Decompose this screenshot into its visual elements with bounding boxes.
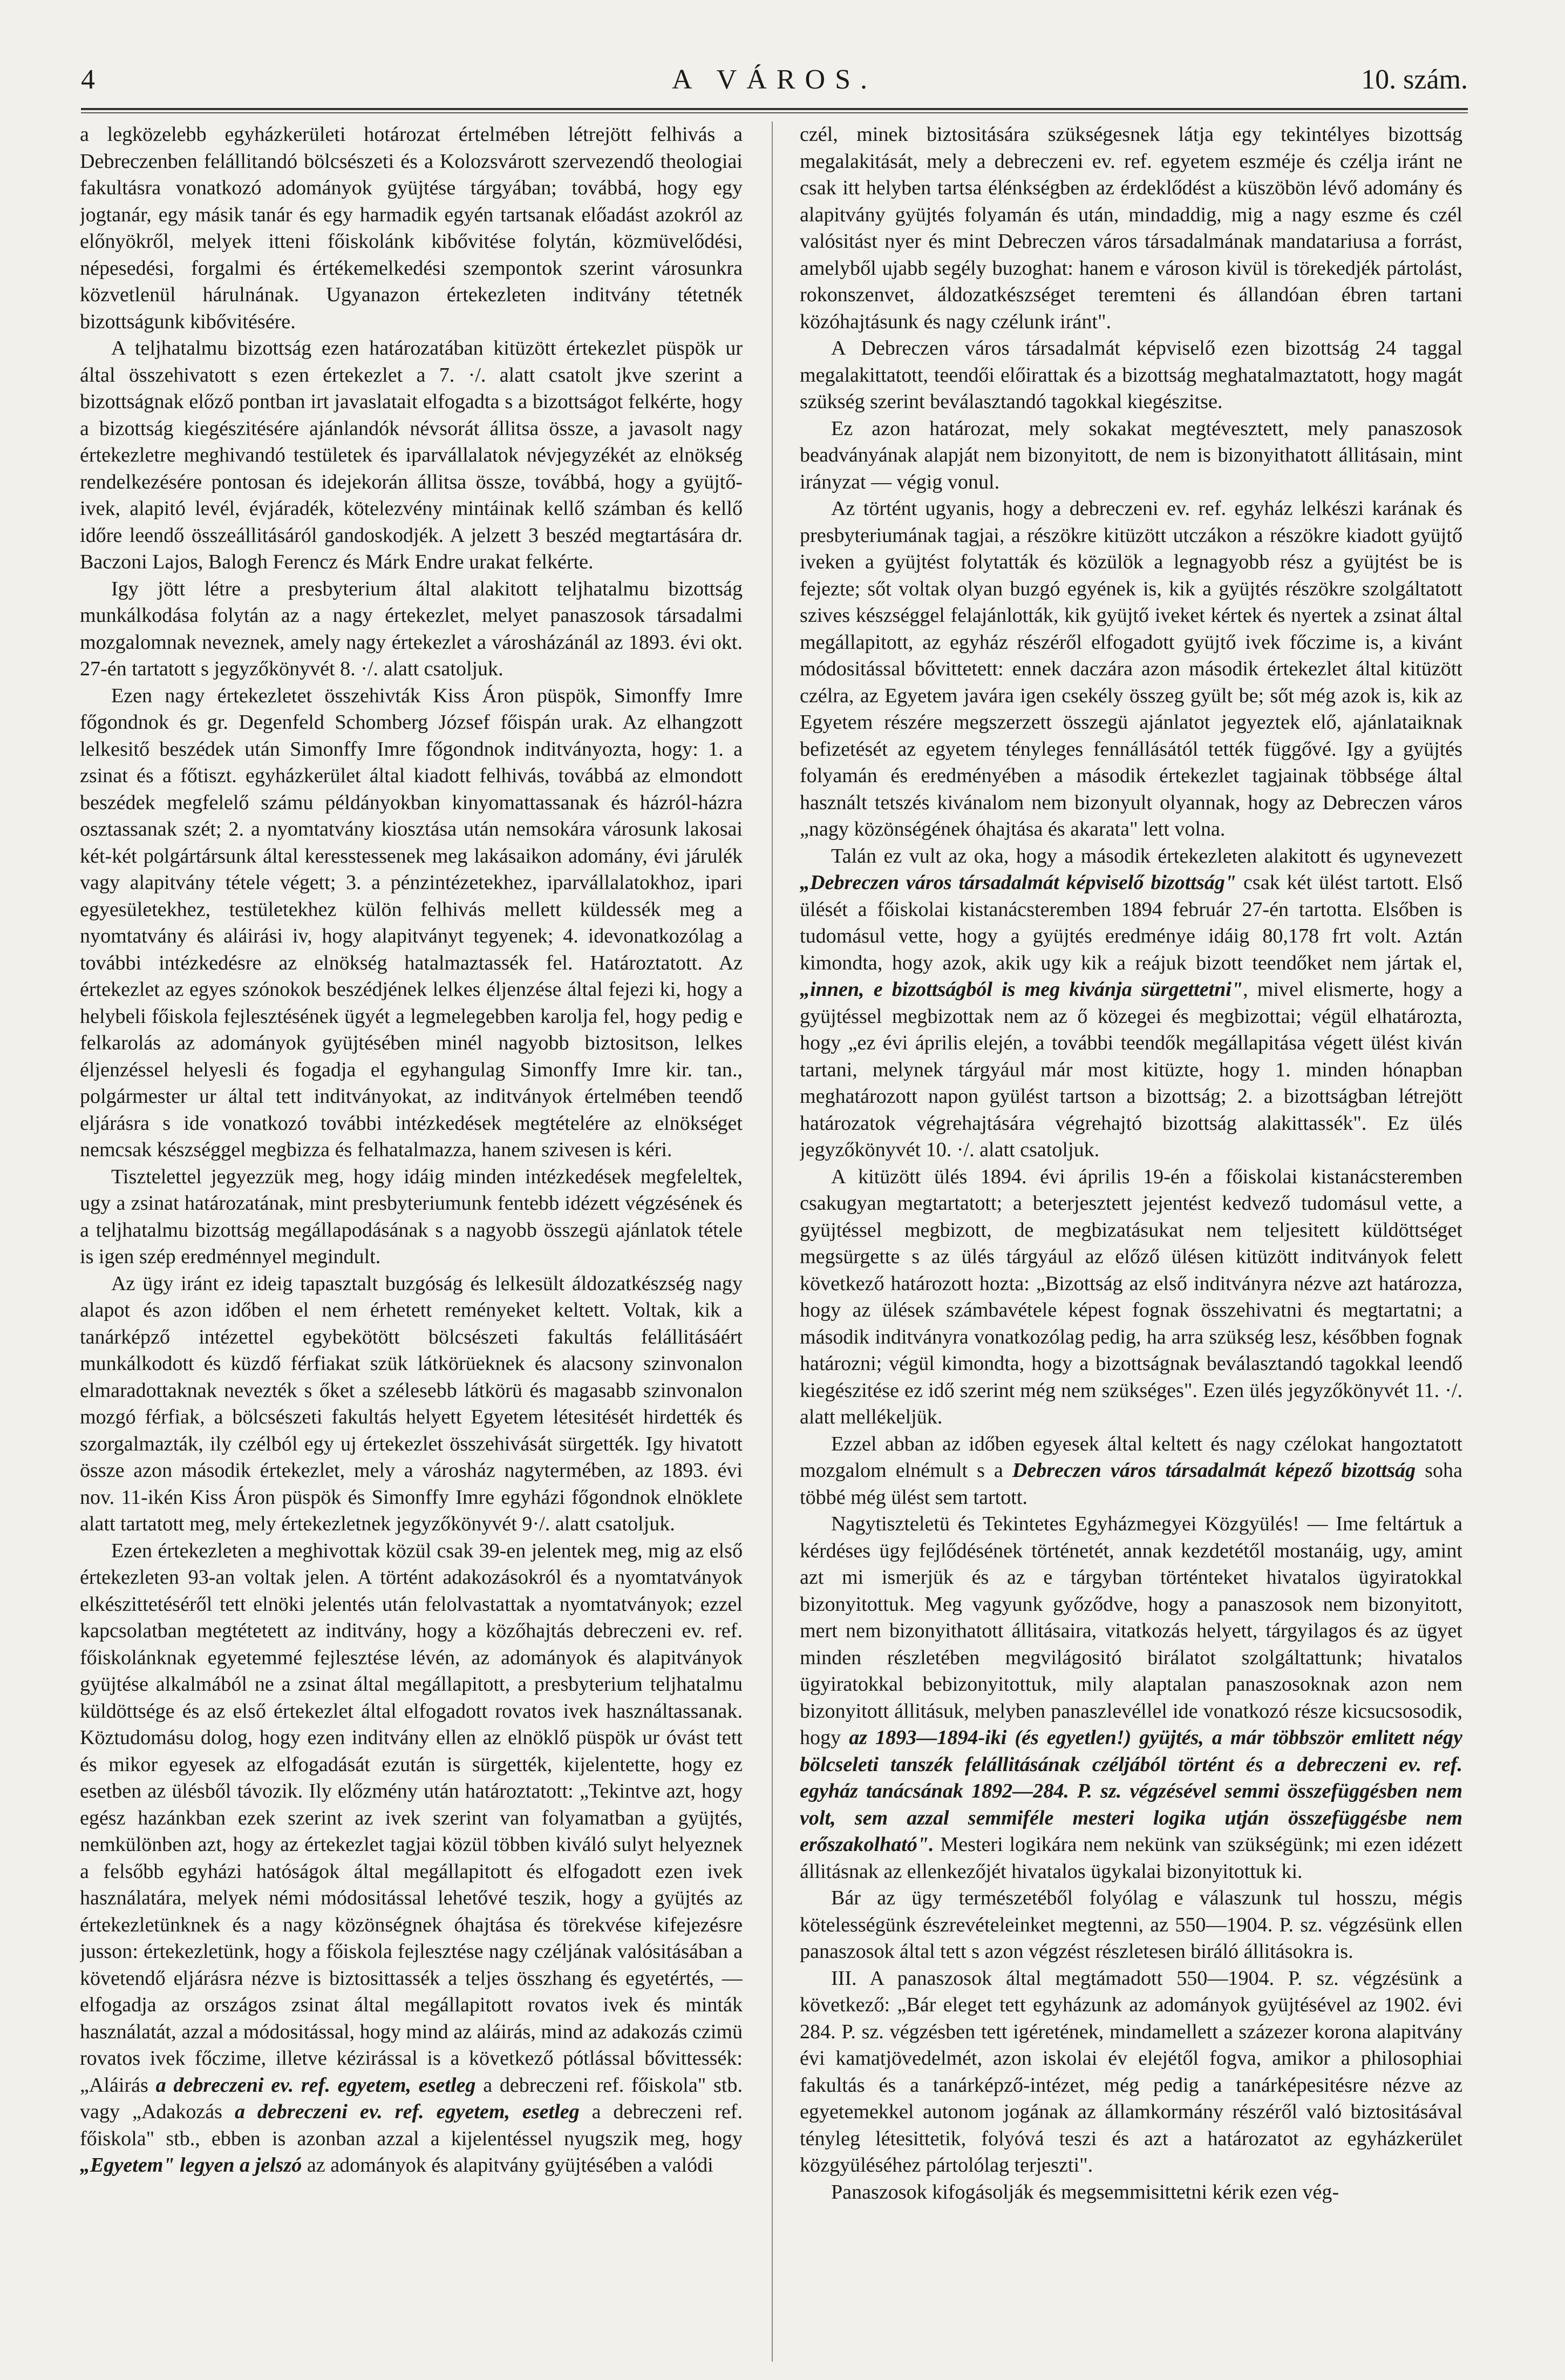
- paragraph: Bár az ügy természetéből folyólag e válaszunk tul hosszu, mégis kötelességünk észrevételeinket megtenni, az 550—1904. P. sz. végzésünk ellen panaszosok által tett s azon végzést részletesen biráló állitásokra is.: [800, 1887, 1462, 1963]
- paragraph: [800, 1431, 1462, 1511]
- text-run: a debreczeni ref. főiskola" stb. vagy „Adakozás: [80, 2073, 743, 2123]
- emphasis-run: a debreczeni ev. ref. egyetem, esetleg: [234, 2100, 580, 2123]
- text-run: , mivel elismerte, hogy a gyüjtéssel megbizottak nem az ő közegei és megbizottai; végül elhatározta, hogy „ez évi április elején, a további teendők megállapitása végett ülést kiván tartani, melynek tárgyául már most kitüzte, hogy 1. minden hónapban meghatározott napon gyülést tartson a bizottság; 2. a bizottságban létrejött határozatok végrehajtására végrehajtó bizottság alakittassék". Ez ülés jegyzőkönyvét 10. ·/. alatt csatoljuk.: [800, 978, 1462, 1161]
- paragraph: Panaszosok kifogásolják és megsemmisittetni kérik ezen vég-: [831, 2180, 1339, 2203]
- emphasis-run: „Egyetem" legyen a jelszó: [80, 2154, 302, 2176]
- paragraph: [80, 1538, 743, 2179]
- paragraph: [800, 1511, 1462, 1885]
- emphasis-run: „Debreczen város társadalmát képviselő bizottság": [800, 871, 1237, 894]
- paragraph: Tisztelettel jegyezzük meg, hogy idáig minden intézkedések megfeleltek, ugy a zsinat határozatának, mint presbyteriumunk fentebb idézett végzésének és a teljhatalmu bizottság megállapodásának s a nagyobb összegü ajánlatok tétele is igen szép eredménnyel megindult.: [80, 1165, 743, 1268]
- paragraph: Az ügy iránt ez ideig tapasztalt buzgóság és lelkesült áldozatkészség nagy alapot és azon időben el nem érhetett reményeket keltett. Voltak, kik a tanárképző intézettel egybekötött bölcsészeti fakultás felállitásáért munkálkodott és küzdő férfiakat szük látkörüeknek és alacsony szinvonalon elmaradottaknak nevezték s őket a szélesebb látkörü és magasabb szinvonalon mozgó férfiak, a bölcsészeti fakultás helyett Egyetem létesitését hirdették és szorgalmazták, ily czélból egy uj értekezlet összehivását sürgették. Igy hivatott össze azon második értekezlet, mely a városház nagytermében, az 1893. évi nov. 11-ikén Kiss Áron püspök és Simonffy Imre egyházi főgondnok elnöklete alatt tartatott meg, mely értekezletnek jegyzőkönyvét 9·/. alatt csatoljuk.: [80, 1272, 743, 1535]
- right-column: [800, 121, 1462, 2362]
- paragraph: A teljhatalmu bizottság ezen határozatában kitüzött értekezlet püspök ur által összehivatott s ezen értekezlet a 7. ·/. alatt csatolt jkve szerint a bizottságnak előző pontban irt javaslatait elfogadta s a bizottságot felkérte, hogy a bizottság kiegészitésére ajánlandók névsorát állitsa össze, a javasolt nagy értekezletre meghivandó testületek és iparvállalatok névjegyzékét az elnökség rendelkezésére pontosan és idejekorán állitsa össze, továbbá, hogy a gyüjtő-ivek, alapitó levél, évjáradék, kötelezvény mintáinak kellő számban és kellő időre leendő összeállitásáról gandoskodjék. A jelzett 3 beszéd megtartására dr. Baczoni Lajos, Balogh Ferencz és Márk Endre urakat felkérte.: [80, 337, 743, 573]
- column-divider: [772, 121, 773, 2362]
- text-run: Ezen értekezleten a meghivottak közül csak 39-en jelentek meg, mig az első értekezleten 93-an voltak jelen. A történt adakozásokról és a nyomtatványok elkészittetéséről tett elnöki jelentés után felolvastattak a nyomtatványok; ezzel kapcsolatban megtétetett az inditvány, hogy a közőhajtás debreczeni ev. ref. főiskolánknak egyetemmé fejlesztése lévén, az adományok és alapitványok gyüjtése alkalmából ne a zsinat által megállapitott, a presbyterium teljhatalmu küldöttsége és az első értekezlet által elfogadott rovatos ivek használtassanak. Köztudomásu dolog, hogy ezen inditvány ellen az elnöklő püspök ur óvást tett és mikor egyesek az elfogadását ezután is sürgették, kijelentette, hogy ez esetben az ülésből távozik. Ily előzmény után határoztatott: „Tekintve azt, hogy egész hazánkban ezek szerint az ivek szerint van folyamatban a gyüjtés, nemkülönben azt, hogy az értekezlet tagjai közül többen kiváló sulyt helyeznek a felsőbb egyházi hatóságok által megállapitott és elfogadott ezen ivek használatára, melyek némi módositással lehetővé teszik, hogy a gyüjtés az értekezletünknek és a nagy közönségnek óhajtása és törekvése kifejezésre jusson: értekezletünk, hogy a főiskola fejlesztése nagy czéljának valósitásában a követendő eljárásra nézve is biztosittassék a teljes összhang és egyetértés, — elfogadja az országos zsinat által megállapitott rovatos ivek és minták használatát, azzal a módositással, hogy mind az aláirás, mind az adakozás czimü rovatos ivek főczime, illetve kézirással is a következő pótlással bővittessék: „Aláirás: [80, 1539, 743, 2097]
- paragraph: Ezen nagy értekezletet összehivták Kiss Áron püspök, Simonffy Imre főgondnok és gr. Degenfeld Schomberg József főispán urak. Az elhangzott lelkesitő beszédek után Simonffy Imre főgondnok inditványozta, hogy: 1. a zsinat és a főtiszt. egyházkerület által kiadott felhivás, továbbá az elmondott beszédek megfelelő számu példányokban kinyomattassanak és házról-házra osztassanak szét; 2. a nyomtatvány kiosztása után nemsokára városunk lakosai két-két polgártársunk által keresstessenek meg lakásaikon adomány, évi járulék vagy alapitvány tétele végett; 3. a pénzintézetekhez, iparvállalatokhoz, ipari egyesületekhez, testületekhez külön felhivás mellett küldessék meg a nyomtatvány és aláirási iv, hogy alapitványt tegyenek; 4. idevonatkozólag a további intézkedésre az elnökség hatalmaztassék fel. Határoztatott. Az értekezlet az egyes szónokok beszédjének lelkes éljenzése által fejezi ki, hogy a helybeli főiskola fejlesztésének ügyét a legmelegebben karolja fel, hogy pedig e felkarolás az adományok gyüjtésében minél nagyobb biztositson, lelkes éljenzéssel helyesli és fogadja el egyhangulag Simonffy Imre kir. tan., polgármester ur által tett inditványokat, az inditványok értelmében teendő eljárásra s ide vonatkozó további intézkedések megtételére az elnökséget nemcsak készséggel megbizza és felhatalmazza, hanem szivesen is kéri.: [80, 684, 743, 1161]
- paragraph: Igy jött létre a presbyterium által alakitott teljhatalmu bizottság munkálkodása folytán az a nagy értekezlet, melyet panaszosok társadalmi mozgalomnak neveznek, amely nagy értekezlet a városházánál az 1893. évi okt. 27-én tartatott s jegyzőkönyvét 8. ·/. alatt csatoljuk.: [80, 577, 743, 680]
- emphasis-run: „innen, e bizottságból is meg kivánja sürgettetni": [800, 978, 1243, 1001]
- page-number: 4: [81, 64, 95, 95]
- text-run: a debreczeni ref. főiskola" stb., ebben is azonban azzal a kijelentéssel nyugszik meg, hogy: [80, 2100, 743, 2150]
- emphasis-run: Debreczen város társadalmát képező bizottság: [1012, 1459, 1416, 1482]
- text-run: Ezzel abban az időben egyesek által keltett és nagy czélokat hangoztatott mozgalom elnémult s a: [800, 1432, 1462, 1482]
- page-header: [81, 64, 1468, 107]
- paragraph: czél, minek biztositására szükségesnek látja egy tekintélyes bizottság megalakitását, mely a debreczeni ev. ref. egyetem eszméje és czélja iránt ne csak itt helyben tartsa élénkségben az érdeklődést a küszöbön lévő adomány és alapitvány gyüjtés folyamán és után, mindaddig, mig a nagy eszme és czél valósitást nyer és mint Debreczen város társadalmának mandatariusa a forrást, amelyből ujabb segély buzoghat: hanem e városon kivül is törekedjék pártolást, rokonszenvet, áldozatkészséget teremteni és állandóan ébren tartani közóhajtásunk és nagy czélunk iránt".: [800, 123, 1462, 333]
- paragraph: Az történt ugyanis, hogy a debreczeni ev. ref. egyház lelkészi karának és presbyteriumának tagjai, a részökre kitüzött utczákon a részökre kiadott gyüjtő iveken a gyüjtést folytatták és közülök a legnagyobb rész a gyüjtést be is fejezte; sőt voltak olyan buzgó egyének is, kik a gyüjtés részökre szolgáltatott szives készséggel felajánlották, kik gyüjtő iveket kértek és nyertek a zsinat által megállapitott, az egyház részéről elfogadott gyüjtő ivek főczime is, a kivánt módositással bővittetett: ennek daczára azon második értekezlet által kitüzött czélra, az Egyetem javára igen csekély összeg gyült be; sőt még azok is, kik az Egyetem részére megszerzett összegü ajánlatot jegyeztek elő, ajánlataiknak befizetését az egyetem tényleges fennállásától tették függővé. Igy a gyüjtés folyamán és eredményében a második értekezlet tagjainak többsége által használt tetszés kivánalom nem bizonyult olyannak, hogy az Debreczen város „nagy közönségének óhajtása és akarata" lett volna.: [800, 497, 1462, 840]
- text-run: csak két ülést tartott. Első ülését a főiskolai kistanácsteremben 1894 február 27-én tartotta. Elsőben is tudomásul vette, hogy a gyüjtés eredménye idáig 80,178 frt volt. Aztán kimondta, hogy azok, akik ugy kik a reájuk bizott teendőket nem jártak el,: [800, 871, 1462, 974]
- text-run: soha többé még ülést sem tartott.: [800, 1459, 1462, 1509]
- paragraph: A kitüzött ülés 1894. évi április 19-én a főiskolai kistanácsteremben csakugyan megtartatott; a beterjesztett jejentést kedvező tudomásul vette, a gyüjtéssel megbizott, de megbizatásukat nem teljesitett küldöttséget megsürgette s az ülés tárgyául az előző ülésen kitüzött inditványok felett következő határozott hozta: „Bizottság az első inditványra nézve azt határozza, hogy az ülések számbavétele képest fognak összehivatni és megtartatni; a második inditványra vonatkozólag pedig, ha arra szükség lesz, későbben fognak határozni; végül kimondta, hogy a bizottságnak beválasztandó tagokkal leendő kiegészitése ez idő szerint még nem szükséges". Ezen ülés jegyzőkönyvét 11. ·/. alatt mellékeljük.: [800, 1165, 1462, 1428]
- left-column: [80, 121, 743, 2362]
- text-run: Nagytiszteletü és Tekintetes Egyházmegyei Közgyülés! — Ime feltártuk a kérdéses ügy fejlődésének történetét, annak kezdetétől mostanáig, ugy, amint azt mi ismerjük és az e tárgyban történteket hivatalos ügyiratokkal bizonyitottuk. Meg vagyunk győződve, hogy a panaszosok nem bizonyitott, mert nem bizonyithatott állitásaira, vitatkozás helyett, tárgyilagos és az ügyet minden részletében megvilágositó birálatot szolgáltattunk; hivatalos ügyiratokkal bebizonyitottuk, mily alaptalan panaszosoknak azon nem bizonyitott állitásuk, melyben panaszlevéllel ide vonatkozó része kicsucsosodik, hogy: [800, 1513, 1462, 1749]
- newspaper-title: A VÁROS.: [671, 64, 877, 95]
- text-run: az adományok és alapitvány gyüjtésében a valódi: [307, 2154, 713, 2176]
- header-rule: [81, 108, 1468, 113]
- text-run: Talán ez vult az oka, hogy a második értekezleten alakitott és ugynevezett: [831, 844, 1462, 867]
- emphasis-run: az 1893—1894-iki (és egyetlen!) gyüjtés, a már többször emlitett négy bölcseleti tanszék felállitásának czéljából történt és a debreczeni ev. ref. egyház tanácsának 1892—284. P. sz. végzésével semmi összefüggésben nem volt, sem azzal semmiféle mesteri logika utján összefüggésbe nem erőszakolható".: [800, 1726, 1462, 1856]
- paragraph: A Debreczen város társadalmát képviselő ezen bizottság 24 taggal megalakittatott, teendői előirattak és a bizottság meghatalmaztatott, hogy magát szükség szerint beválasztandó tagokkal kiegészitse.: [800, 337, 1462, 413]
- emphasis-run: a debreczeni ev. ref. egyetem, esetleg: [155, 2073, 476, 2097]
- text-run: Mesteri logikára nem nekünk van szükségünk; mi ezen idézett állitásnak az ellenkezőjét hivatalos ügykalai bizonyitottuk ki.: [800, 1833, 1462, 1883]
- paragraph: a legközelebb egyházkerületi hotározat értelmében létrejött felhivás a Debreczenben felállitandó bölcsészeti és a Kolozsvárott szervezendő theologiai fakultásra vonatkozó adományok gyüjtése tárgyában; továbbá, hogy egy jogtanár, egy másik tanár és egy harmadik egyén tartsanak előadást azokról az előnyökről, melyek itteni főiskolánk kibővitése folytán, közmüvelődési, népesedési, forgalmi és értékemelkedési szempontok szerint városunkra közvetlenül hárulnának. Ugyanazon értekezleten inditvány tétetnék bizottságunk kibővitésére.: [80, 123, 743, 333]
- issue-number: 10. szám.: [1361, 64, 1468, 95]
- paragraph: III. A panaszosok által megtámadott 550—1904. P. sz. végzésünk a következő: „Bár eleget tett egyházunk az adományok gyüjtésével az 1902. évi 284. P. sz. végzésben tett igéretének, mindamellett a százezer korona alapitvány évi kamatjövedelmét, azon iskolai év elejétől fogva, amikor a philosophiai fakultás és a tanárképző-intézet, még pedig a tanárképesitésre nézve az egyetemekkel autonom jogának az államkormány részéről való biztositásával tényleg létesittetik, folyóvá teszi és azt a határozatot az egyházkerület közgyüléséhez pártolólag terjeszti".: [800, 1967, 1462, 2176]
- paragraph: [800, 843, 1462, 1164]
- paragraph: Ez azon határozat, mely sokakat megtévesztett, mely panaszosok beadványának alapját nem bizonyitott, de nem is bizonyithatott állitásain, mint irányzat — végig vonul.: [800, 417, 1462, 493]
